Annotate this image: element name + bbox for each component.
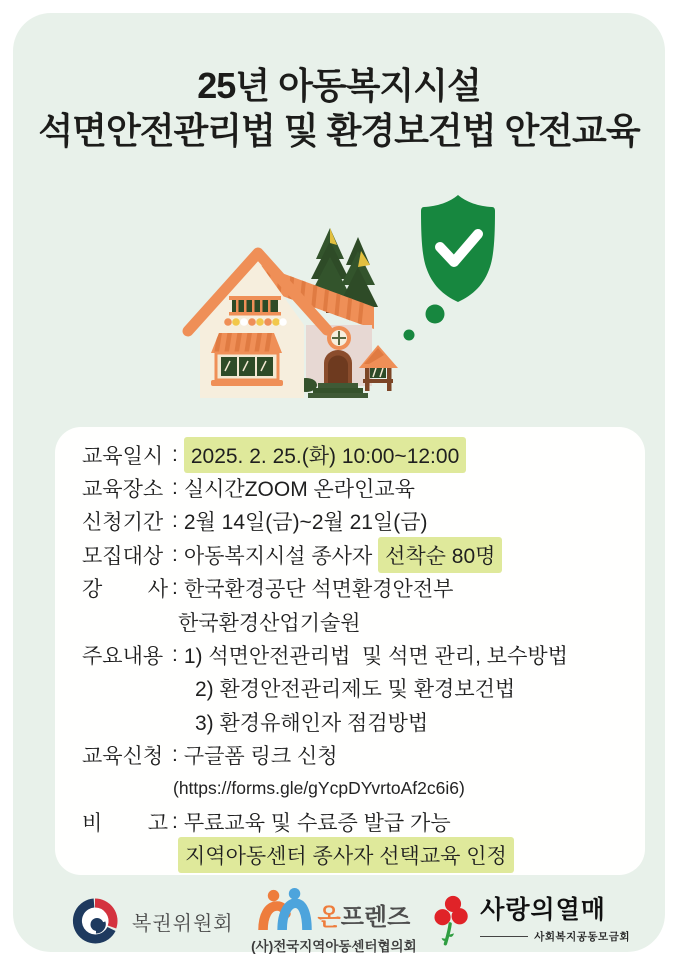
colon: : — [172, 809, 178, 833]
info-row-lecturer — [82, 572, 645, 605]
divider-line — [480, 936, 528, 938]
colon: : — [172, 576, 178, 600]
info-value: 한국환경산업기술원 — [178, 611, 361, 635]
info-value: 2) 환경안전관리제도 및 환경보건법 — [195, 678, 516, 702]
info-label: 교육신청 — [82, 745, 164, 769]
info-row-apply-period — [82, 505, 645, 538]
info-row-note — [82, 805, 645, 838]
poster-card — [13, 13, 665, 952]
colon: : — [172, 476, 178, 500]
info-row-form-url — [82, 772, 645, 805]
info-row-apply — [82, 739, 645, 772]
highlight-mark: 선착순 80명 — [378, 537, 502, 573]
balcony — [224, 296, 287, 326]
info-value: 한국환경공단 석면환경안전부 — [183, 578, 454, 602]
shield-check-icon — [404, 195, 496, 341]
love-fruit-subtitle: 사회복지공동모금회 — [534, 931, 630, 943]
berries-icon — [434, 894, 472, 948]
info-label: 강 사 — [82, 578, 168, 602]
people-icon — [258, 888, 312, 930]
colon: : — [172, 542, 178, 566]
colon: : — [172, 442, 178, 466]
info-value: 실시간ZOOM 온라인교육 — [183, 478, 415, 502]
info-value: 3) 환경유해인자 점검방법 — [195, 711, 429, 735]
title-line-2: 석면안전관리법 및 환경보건법 안전교육 — [38, 110, 640, 151]
info-row-target — [82, 538, 645, 571]
info-label: 교육일시 — [82, 444, 164, 468]
info-panel — [55, 427, 645, 875]
info-label: 신청기간 — [82, 511, 164, 535]
taegeuk-swirl-icon — [70, 896, 120, 946]
highlight-mark: 지역아동센터 종사자 선택교육 인정 — [178, 837, 514, 873]
highlight-mark: 2025. 2. 25.(화) 10:00~12:00 — [184, 437, 466, 473]
awning-window — [211, 331, 283, 386]
colon: : — [172, 743, 178, 767]
partner-logos — [70, 885, 630, 957]
info-label: 교육장소 — [82, 478, 164, 502]
love-fruit-logo — [434, 894, 630, 948]
info-value: 구글폼 링크 신청 — [183, 745, 338, 769]
door-steps — [318, 383, 358, 388]
colon: : — [172, 509, 178, 533]
info-value: 아동복지시설 종사자 — [183, 544, 379, 568]
info-row-contents-2 — [82, 672, 645, 705]
info-value: 무료교육 및 수료증 발급 가능 — [183, 811, 451, 835]
title-line-1: 25년 아동복지시설 — [197, 65, 481, 106]
info-row-schedule — [82, 438, 645, 471]
lottery-commission-logo — [70, 896, 234, 946]
info-value: 1) 석면안전관리법 및 석면 관리, 보수방법 — [183, 645, 568, 669]
info-label: 모집대상 — [82, 544, 164, 568]
onfriends-subtitle: (사)전국지역아동센터협의회 — [251, 938, 417, 954]
thought-dot-large — [426, 305, 445, 324]
info-value: 2월 14일(금)~2월 21일(금) — [183, 511, 428, 535]
house-shield-graphic — [178, 181, 518, 443]
info-row-lecturer-2 — [82, 605, 645, 638]
info-row-note-2 — [82, 839, 645, 872]
info-label: 비 고 — [82, 811, 168, 835]
info-label: 주요내용 — [82, 645, 164, 669]
lottery-commission-label: 복권위원회 — [132, 912, 234, 935]
onfriends-wordmark: 온프렌즈 — [317, 903, 411, 931]
poster-title — [13, 63, 665, 153]
house-illustration — [178, 181, 518, 443]
onfriends-logo — [251, 888, 416, 955]
google-form-link[interactable]: (https://forms.gle/gYcpDYvrtoAf2c6i6) — [173, 778, 465, 799]
love-fruit-wordmark: 사랑의열매 — [480, 896, 606, 924]
info-row-contents — [82, 638, 645, 671]
thought-dot-small — [404, 330, 415, 341]
colon: : — [172, 643, 178, 667]
info-row-contents-3 — [82, 705, 645, 738]
info-row-location — [82, 471, 645, 504]
